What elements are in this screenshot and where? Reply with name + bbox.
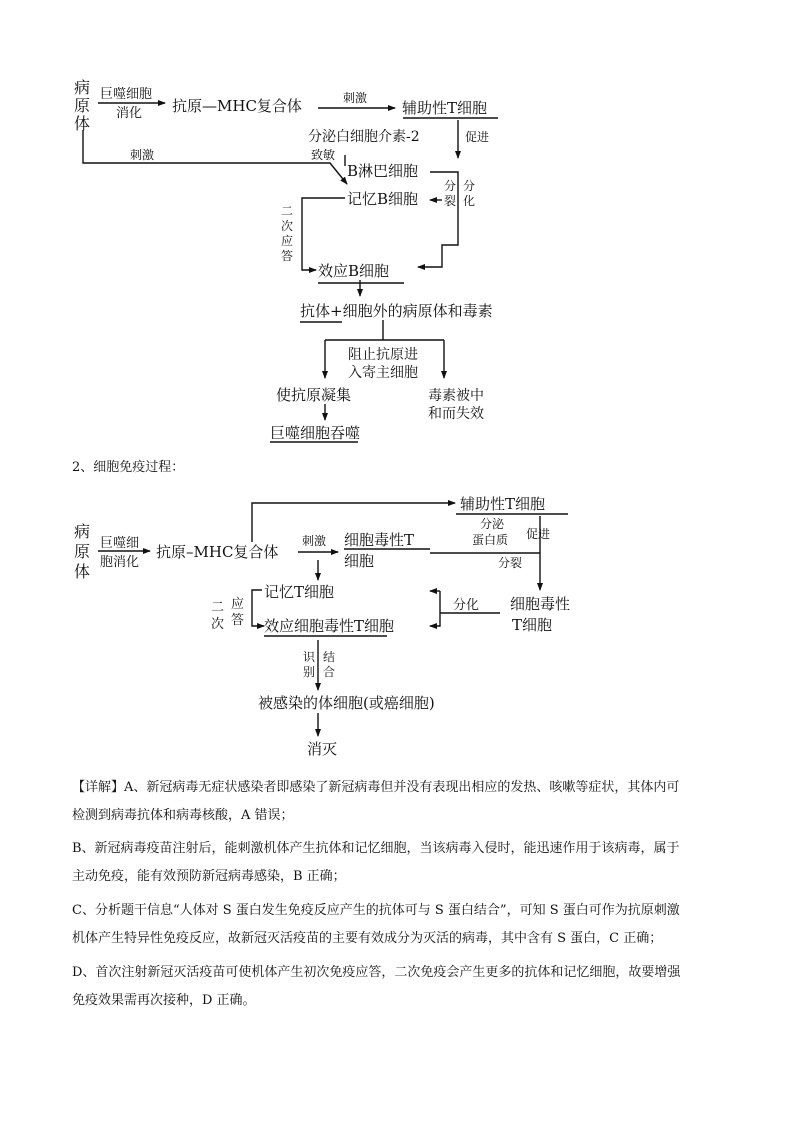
h-pathogen-3: 体 (74, 114, 91, 133)
h-agglutinate: 使抗原凝集 (276, 386, 352, 404)
explanation-b-line2: 主动免疫，能有效预防新冠病毒感染，B 正确； (72, 869, 346, 884)
h-divide-1: 分 (444, 179, 457, 193)
h-memory-b: 记忆B细胞 (347, 190, 419, 208)
c-memory-t: 记忆T细胞 (264, 583, 335, 601)
explanation-d-line1: D、首次注射新冠灭活疫苗可使机体产生初次免疫应答，二次免疫会产生更多的抗体和记忆细胞，故要增强 (72, 965, 681, 980)
c-cyto-t2-2: T细胞 (512, 616, 553, 634)
explanation-b-line1: B、新冠病毒疫苗注射后，能刺激机体产生抗体和记忆细胞，当该病毒入侵时，能迅速作用于该病毒，属于 (72, 841, 680, 856)
explanation-d (72, 959, 732, 1015)
c-eliminate: 消灭 (307, 740, 338, 758)
c-cyto-t-2: 细胞 (344, 552, 375, 570)
explanation-a-line1: 【详解】A、新冠病毒无症状感染者即感染了新冠病毒但并没有表现出相应的发热、咳嗽等症状，其体内可 (72, 780, 680, 795)
cellular-labels (74, 495, 570, 758)
c-pathogen-2: 原 (74, 542, 91, 561)
h-pathogen-2: 原 (74, 96, 91, 115)
h-pathogen-1: 病 (74, 78, 91, 97)
c-recognize-2: 别 (303, 665, 316, 679)
h-secondary-3: 应 (281, 234, 294, 248)
explanation-d-line2: 免疫效果需再次接种，D 正确。 (72, 993, 256, 1008)
h-secondary-1: 二 (281, 204, 294, 218)
h-phagocytose: 巨噬细胞吞噬 (270, 424, 361, 442)
c-differentiate: 分化 (453, 598, 480, 613)
explanation-c (72, 897, 732, 953)
h-stimulate2: 刺激 (130, 148, 155, 162)
c-cyto-t2-1: 细胞毒性 (510, 595, 571, 613)
h-toxin-2: 和而失效 (428, 406, 484, 422)
explanation-b (72, 835, 732, 891)
c-secondary-b2: 答 (231, 613, 245, 628)
arrow-to-effector-c (430, 591, 440, 626)
c-secondary-a2: 次 (211, 617, 225, 632)
h-antigen-mhc: 抗原—MHC复合体 (172, 97, 302, 115)
h-secondary-4: 答 (281, 249, 294, 263)
h-stimulate1: 刺激 (343, 91, 368, 105)
c-cyto-t-1: 细胞毒性T (344, 531, 415, 549)
h-toxin-1: 毒素被中 (428, 388, 484, 404)
c-pathogen-1: 病 (74, 522, 91, 541)
explanation-a (72, 774, 732, 830)
h-differentiate-2: 化 (463, 194, 476, 208)
h-divide-2: 裂 (444, 194, 457, 208)
h-differentiate-1: 分 (463, 179, 476, 193)
c-recognize-1: 识 (303, 650, 316, 664)
h-promote: 促进 (465, 130, 490, 144)
section2-title: 2、细胞免疫过程： (72, 460, 185, 475)
h-b-cell: B淋巴细胞 (347, 162, 419, 180)
c-bind-2: 合 (323, 665, 336, 679)
h-block-1: 阻止抗原进 (348, 347, 418, 363)
c-secondary-a1: 二 (211, 600, 225, 615)
c-helper-t: 辅助性T细胞 (460, 495, 546, 513)
h-effector-b: 效应B细胞 (318, 262, 390, 280)
h-macrophage: 巨噬细胞 (100, 87, 153, 102)
c-bind-1: 结 (323, 650, 336, 664)
h-sensitize: 致敏 (311, 148, 336, 162)
explanation-c-line1: C、分析题干信息“人体对 S 蛋白发生免疫反应产生的抗体可与 S 蛋白结合”，可知 S 蛋白可作为抗原刺激 (72, 903, 680, 918)
arrow-secondary-c (252, 590, 264, 626)
h-antibody-combo: 抗体+细胞外的病原体和毒素 (300, 302, 493, 320)
c-effector-cyto-t: 效应细胞毒性T细胞 (264, 617, 395, 635)
c-secrete-2: 蛋白质 (472, 533, 509, 547)
c-infected-cell: 被感染的体细胞(或癌细胞) (258, 694, 435, 712)
explanation-c-line2: 机体产生特异性免疫反应，故新冠灭活疫苗的主要有效成分为灭活的病毒，其中含有 S 蛋白，C 正确； (72, 931, 663, 946)
c-antigen-mhc: 抗原–MHC复合体 (156, 543, 279, 561)
h-block-2: 入寄主细胞 (348, 365, 418, 381)
h-secondary-2: 次 (281, 219, 294, 233)
c-divide: 分裂 (498, 556, 523, 570)
c-promote: 促进 (526, 527, 551, 541)
h-digest: 消化 (116, 106, 143, 121)
c-macrophage-1: 巨噬细 (100, 536, 140, 551)
humoral-labels (74, 78, 493, 442)
explanation-a-line2: 检测到病毒抗体和病毒核酸，A 错误； (72, 808, 294, 823)
c-macrophage-2: 胞消化 (100, 555, 140, 570)
arrow-secondary-response (302, 198, 345, 270)
h-helper-t: 辅助性T细胞 (402, 99, 488, 117)
h-secrete-il2: 分泌白细胞介素-2 (308, 129, 420, 145)
c-secondary-b1: 应 (231, 597, 245, 612)
c-secrete-1: 分泌 (480, 517, 505, 531)
c-pathogen-3: 体 (74, 562, 91, 581)
c-stimulate: 刺激 (302, 534, 327, 548)
